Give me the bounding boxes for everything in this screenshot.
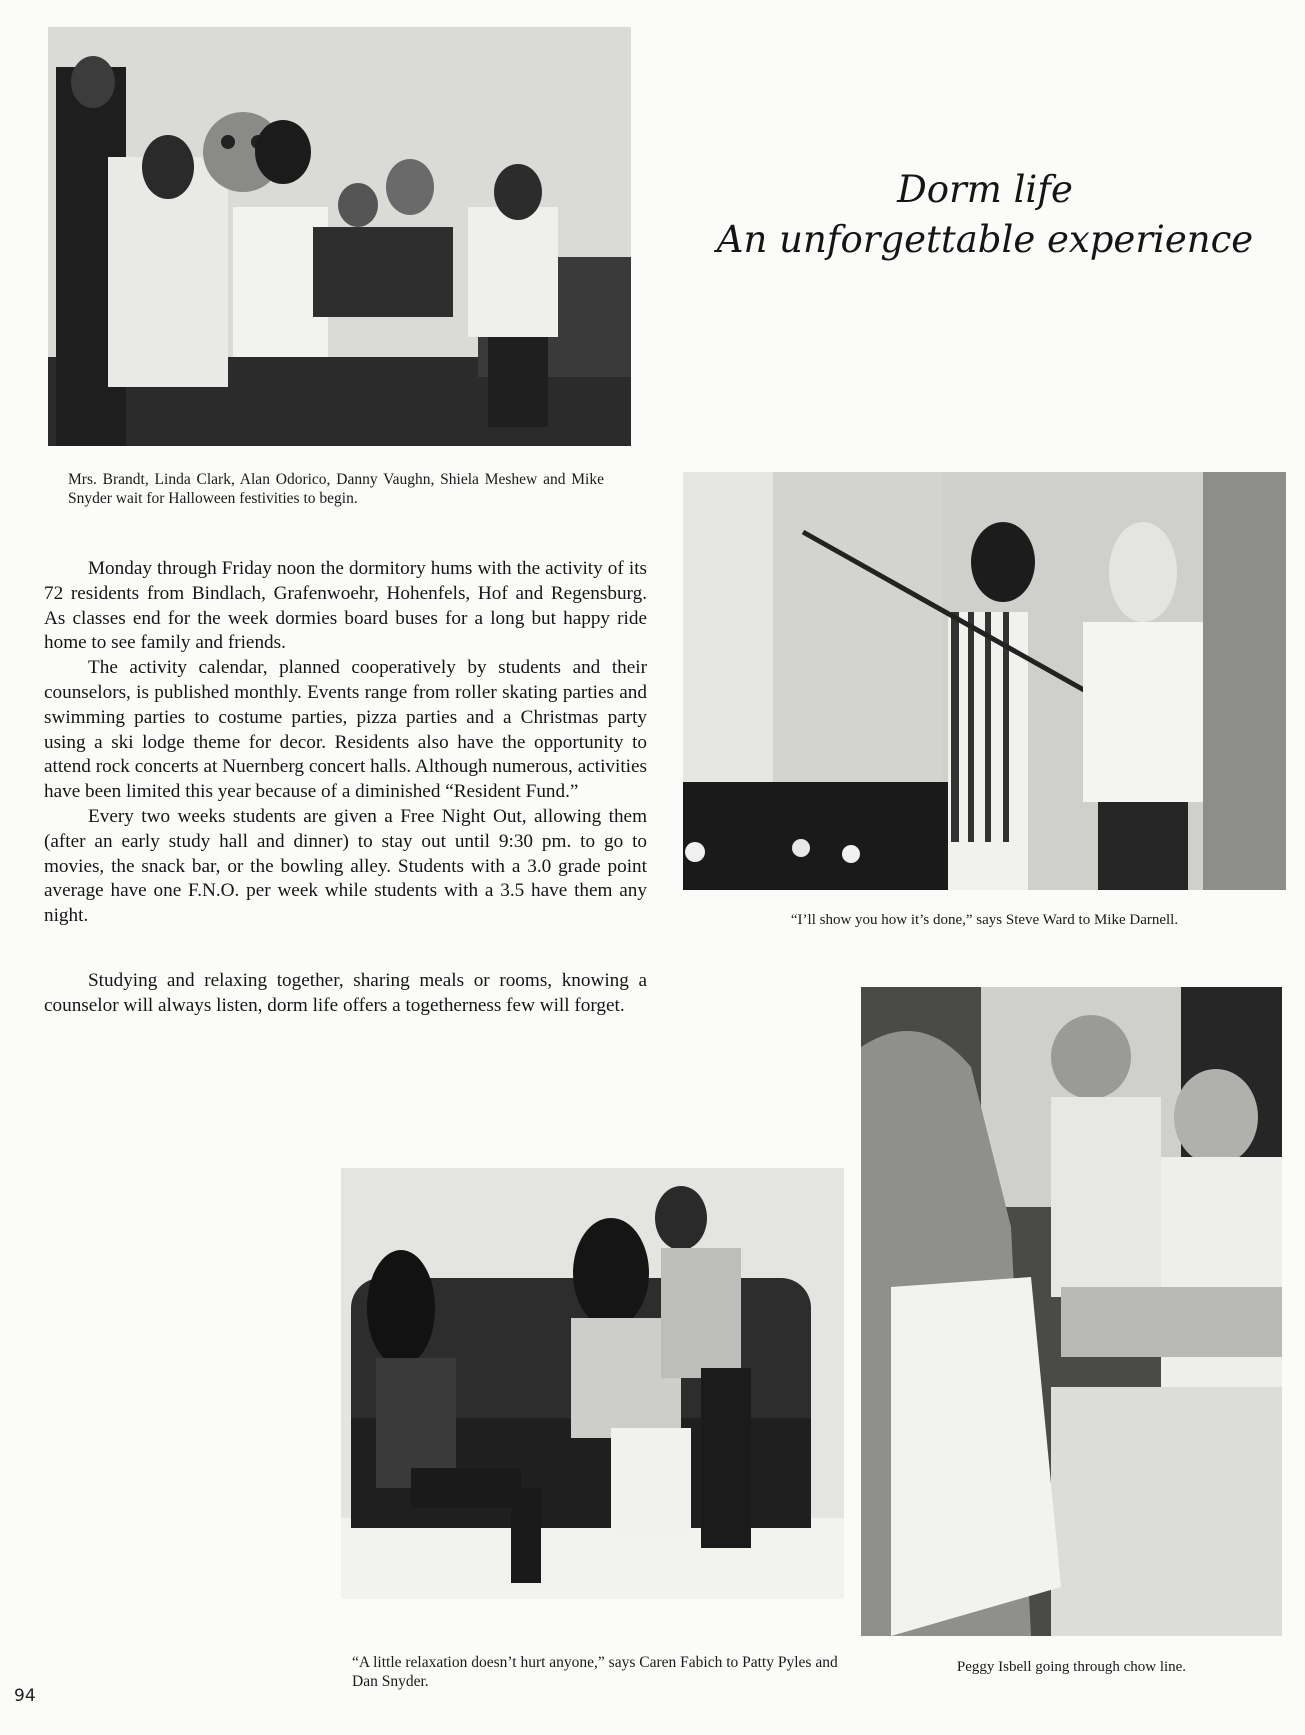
halloween-photo-art bbox=[48, 27, 631, 446]
paragraph-3: Every two weeks students are given a Free Night Out, allowing them (after an early study hall and dinner) to stay out until 9:30 pm. to go to movies, the snack bar, or the bowling alley. Students with a 3.0 grade point average have one F.N.O. per week while students with a 3.5 have them any night. bbox=[44, 805, 647, 927]
page-title bbox=[690, 165, 1280, 265]
couch-photo bbox=[341, 1168, 844, 1599]
pool-photo bbox=[683, 472, 1286, 890]
paragraph-2: The activity calendar, planned cooperatively by students and their counselors, is published monthly. Events range from roller skating parties and swimming parties to costume parties, pizza parties and a Christmas party using a ski lodge theme for decor. Residents also have the opportunity to attend rock concerts at Nuernberg concert halls. Although numerous, activities have been limited this year because of a diminished “Resident Fund.” bbox=[44, 657, 647, 803]
article-body bbox=[44, 557, 647, 1019]
page-number: 94 bbox=[14, 1686, 36, 1706]
chow-photo-art bbox=[861, 987, 1282, 1636]
chow-caption: Peggy Isbell going through chow line. bbox=[956, 1659, 1187, 1675]
chow-line-photo bbox=[861, 987, 1282, 1636]
paragraph-4: Studying and relaxing together, sharing meals or rooms, knowing a counselor will always listen, dorm life offers a togetherness few will forget. bbox=[44, 969, 647, 1016]
title-line-1: Dorm life bbox=[897, 168, 1073, 211]
halloween-caption: Mrs. Brandt, Linda Clark, Alan Odorico, Danny Vaughn, Shiela Meshew and Mike Snyder wait for Halloween festivities to begin. bbox=[68, 471, 604, 507]
couch-caption: “A little relaxation doesn’t hurt anyone,” says Caren Fabich to Patty Pyles and Dan Snyder. bbox=[352, 1654, 838, 1690]
halloween-group-photo bbox=[48, 27, 631, 446]
pool-caption: “I’ll show you how it’s done,” says Steve Ward to Mike Darnell. bbox=[790, 912, 1179, 928]
couch-photo-art bbox=[341, 1168, 844, 1599]
title-line-2: An unforgettable experience bbox=[716, 218, 1254, 261]
pool-photo-art bbox=[683, 472, 1286, 890]
paragraph-1: Monday through Friday noon the dormitory hums with the activity of its 72 residents from Bindlach, Grafenwoehr, Hohenfels, Hof and Regensburg. As classes end for the week dormies board buses for a long but happy ride home to see family and friends. bbox=[44, 558, 647, 654]
